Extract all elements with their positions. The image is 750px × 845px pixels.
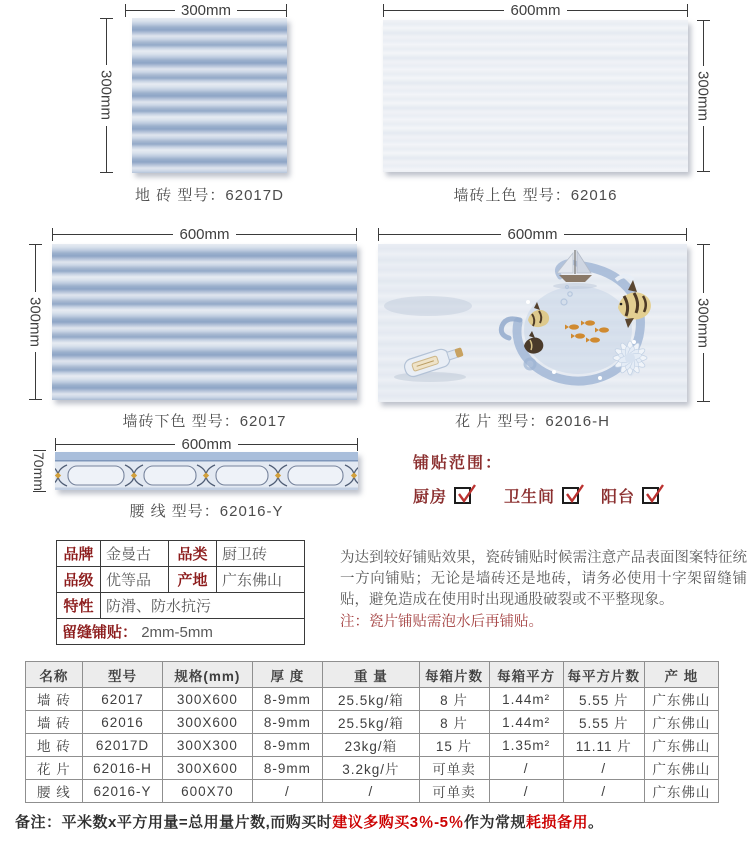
feature-label: 特性	[57, 593, 101, 619]
table-header-cell: 产 地	[644, 662, 718, 688]
table-cell: /	[563, 780, 644, 803]
caption-floor: 地 砖 型号：62017D	[135, 187, 284, 204]
table-header-cell: 每箱平方	[489, 662, 563, 688]
category-label: 品类	[169, 541, 217, 567]
table-cell: 墙 砖	[26, 711, 83, 734]
dimension-waistline-height	[30, 450, 48, 492]
checkmark-icon	[455, 482, 479, 506]
table-cell: 62016-Y	[82, 780, 162, 803]
table-cell: 1.44m²	[489, 711, 563, 734]
balcony-checkbox	[642, 487, 659, 504]
remark-mid: 作为常规	[463, 814, 526, 831]
table-cell: /	[252, 780, 323, 803]
table-header-cell: 型号	[82, 662, 162, 688]
waistline-artwork	[55, 452, 358, 490]
table-header-cell: 重 量	[323, 662, 419, 688]
table-cell: 8-9mm	[252, 688, 323, 711]
table-cell: 广东佛山	[644, 780, 718, 803]
table-cell: 15 片	[419, 734, 489, 757]
dimension-label: 300mm	[694, 70, 712, 122]
tile-image-wall-upper	[383, 20, 688, 172]
brand-label: 品牌	[57, 541, 101, 567]
table-cell: 11.11 片	[563, 734, 644, 757]
table-cell: 3.2kg/片	[323, 757, 419, 780]
dimension-label: 600mm	[510, 1, 561, 19]
table-header-cell: 每平方片数	[563, 662, 644, 688]
table-header-cell: 每箱片数	[419, 662, 489, 688]
table-cell: 广东佛山	[644, 711, 718, 734]
laying-instructions	[340, 548, 747, 633]
table-cell: 1.35m²	[489, 734, 563, 757]
table-cell: 可单卖	[419, 757, 489, 780]
dimension-waistline-width	[55, 436, 358, 452]
table-row	[26, 711, 719, 734]
table-cell: /	[563, 757, 644, 780]
dimension-label: 300mm	[26, 296, 44, 348]
spec-row-gap	[57, 619, 305, 645]
grade-value: 优等品	[101, 567, 169, 593]
table-cell: 300X600	[163, 757, 252, 780]
table-cell: 广东佛山	[644, 734, 718, 757]
table-cell: 300X600	[163, 688, 252, 711]
table-cell: 广东佛山	[644, 757, 718, 780]
origin-label: 产地	[169, 567, 217, 593]
dimension-label: 300mm	[694, 297, 712, 349]
table-cell: 8 片	[419, 688, 489, 711]
application-range-title: 铺贴范围：	[413, 455, 504, 472]
table-cell: 腰 线	[26, 780, 83, 803]
purchase-remark	[15, 811, 604, 832]
application-range	[413, 450, 659, 507]
category-value: 厨卫砖	[217, 541, 305, 567]
remark-suffix: 。	[588, 814, 604, 831]
balcony-label: 阳台	[601, 489, 636, 506]
product-spec-table	[56, 540, 305, 645]
kitchen-label: 厨房	[413, 489, 448, 506]
table-row	[26, 734, 719, 757]
brand-value: 金曼古	[101, 541, 169, 567]
table-cell: 8 片	[419, 711, 489, 734]
spec-row-brand-category	[57, 541, 305, 567]
table-cell: 62017D	[82, 734, 162, 757]
table-cell: 8-9mm	[252, 711, 323, 734]
instructions-body: 为达到较好铺贴效果，瓷砖铺贴时候需注意产品表面图案特征统一方向铺贴；无论是墙砖还是地砖，请务必使用十字架留缝铺贴，避免造成在使用时出现通股破裂或不平整现象。	[340, 550, 747, 608]
table-cell: 地 砖	[26, 734, 83, 757]
spec-row-grade-origin	[57, 567, 305, 593]
table-cell: 1.44m²	[489, 688, 563, 711]
checkmark-icon	[643, 482, 667, 506]
dimension-deco-height	[694, 244, 712, 402]
dimension-wall-upper-width	[383, 2, 688, 18]
dimension-wall-upper-height	[694, 20, 712, 172]
table-header-cell: 名称	[26, 662, 83, 688]
table-cell: /	[323, 780, 419, 803]
remark-prefix: 备注：平米数x平方用量=总用量片数,而购买时	[15, 814, 333, 831]
table-cell: /	[489, 780, 563, 803]
tile-image-floor	[132, 18, 287, 173]
table-cell: 300X300	[163, 734, 252, 757]
caption-deco: 花 片 型号：62016-H	[455, 413, 610, 430]
table-cell: 600X70	[163, 780, 252, 803]
table-cell: 23kg/箱	[323, 734, 419, 757]
table-cell: 25.5kg/箱	[323, 688, 419, 711]
dimension-deco-width	[378, 226, 687, 242]
dimension-wall-lower-height	[26, 244, 44, 400]
caption-wall-lower: 墙砖下色 型号：62017	[122, 413, 287, 430]
dimension-label: 600mm	[179, 225, 230, 243]
table-cell: 62016	[82, 711, 162, 734]
bathroom-label: 卫生间	[504, 489, 556, 506]
caption-waistline: 腰 线 型号：62016-Y	[129, 503, 284, 520]
dimension-floor-width	[125, 2, 287, 18]
dimension-label: 300mm	[97, 70, 115, 121]
table-header-cell: 规格(mm)	[163, 662, 252, 688]
feature-value: 防滑、防水抗污	[101, 593, 305, 619]
table-row	[26, 780, 719, 803]
table-row	[26, 688, 719, 711]
table-cell: 墙 砖	[26, 688, 83, 711]
soak-note: 注：瓷片铺贴需泡水后再铺贴。	[340, 614, 543, 630]
size-spec-table	[25, 661, 719, 803]
gap-value: 2mm-5mm	[141, 624, 213, 641]
dimension-label: 600mm	[507, 225, 558, 243]
kitchen-checkbox	[454, 487, 471, 504]
dimension-floor-height	[97, 18, 115, 173]
table-cell: 62017	[82, 688, 162, 711]
dimension-label: 600mm	[181, 435, 232, 453]
table-cell: /	[489, 757, 563, 780]
table-header-cell: 厚 度	[252, 662, 323, 688]
table-header-row	[26, 662, 719, 688]
table-cell: 花 片	[26, 757, 83, 780]
table-cell: 62016-H	[82, 757, 162, 780]
grade-label: 品级	[57, 567, 101, 593]
dimension-wall-lower-width	[52, 226, 357, 242]
table-cell: 5.55 片	[563, 711, 644, 734]
remark-wastage: 耗损备用	[525, 814, 588, 831]
table-row	[26, 757, 719, 780]
dimension-label: 70mm	[31, 451, 47, 491]
deco-tile-artwork	[378, 244, 687, 402]
tile-image-deco	[378, 244, 687, 402]
caption-wall-upper: 墙砖上色 型号：62016	[453, 187, 618, 204]
table-cell: 8-9mm	[252, 757, 323, 780]
gap-label: 留缝铺贴：	[62, 624, 138, 641]
table-cell: 可单卖	[419, 780, 489, 803]
table-cell: 广东佛山	[644, 688, 718, 711]
spec-row-feature	[57, 593, 305, 619]
application-range-items	[413, 484, 659, 507]
table-body	[26, 688, 719, 803]
origin-value: 广东佛山	[217, 567, 305, 593]
bathroom-checkbox	[562, 487, 579, 504]
table-cell: 25.5kg/箱	[323, 711, 419, 734]
checkmark-icon	[563, 482, 587, 506]
tile-image-wall-lower	[52, 244, 357, 400]
table-cell: 8-9mm	[252, 734, 323, 757]
tile-image-waistline	[55, 452, 358, 490]
remark-buy-extra: 建议多购买3％-5％	[332, 814, 464, 831]
table-cell: 300X600	[163, 711, 252, 734]
table-cell: 5.55 片	[563, 688, 644, 711]
dimension-label: 300mm	[180, 1, 232, 19]
